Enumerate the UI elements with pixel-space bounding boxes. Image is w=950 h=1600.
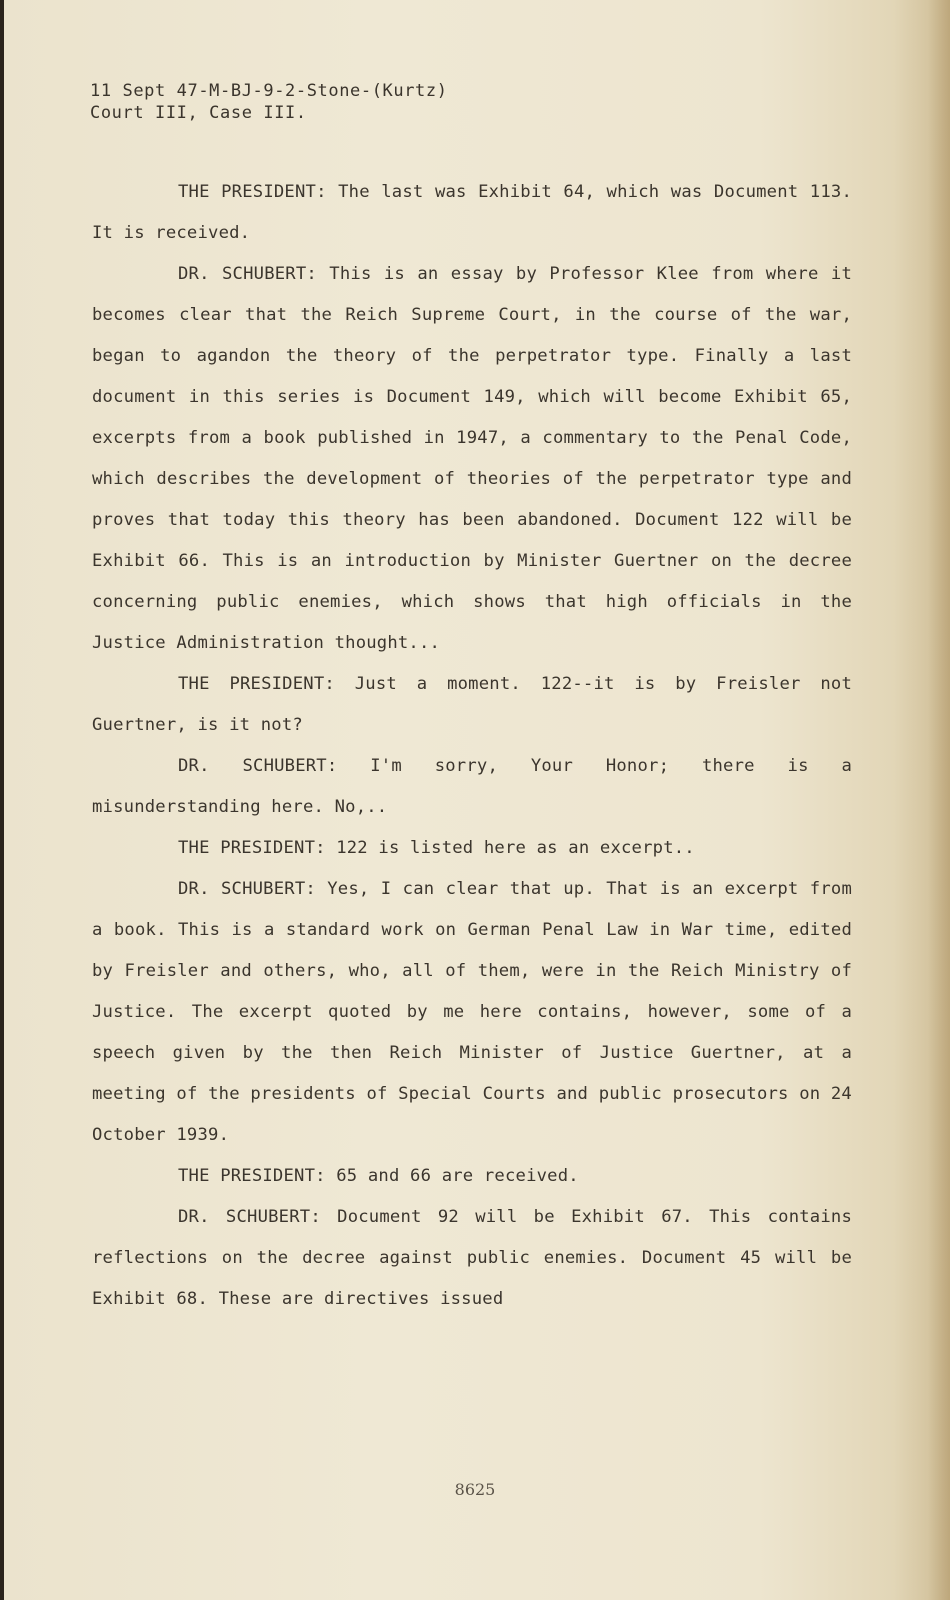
paragraph-president-excerpt: THE PRESIDENT: 122 is listed here as an excerpt.. [178, 838, 695, 858]
header-line-1: 11 Sept 47-M-BJ-9-2-Stone-(Kurtz) [90, 81, 448, 101]
page-edge-shadow [928, 0, 950, 1600]
paragraph-president-freisler: THE PRESIDENT: Just a moment. 122--it is by Freisler not Guertner, is it not? [92, 674, 852, 735]
paragraph-schubert-standard-work: DR. SCHUBERT: Yes, I can clear that up. That is an excerpt from a book. This is a standard work on German Penal Law in War time, edited by Freisler and others, who, all of them, were in the Reich Ministry of Justice. The excerpt quoted by me here contains, however, some of a speech given by the then Reich Minister of Justice Guertner, at a meeting of the presidents of Special Courts and public prosecutors on 24 October 1939. [92, 879, 852, 1145]
transcript-body [92, 172, 852, 1320]
paragraph-schubert-klee-essay: DR. SCHUBERT: This is an essay by Professor Klee from where it becomes clear that the Reich Supreme Court, in the course of the war, began to agandon the theory of the perpetrator type. Finally a last document in this series is Document 149, which will become Exhibit 65, excerpts from a book published in 1947, a commentary to the Penal Code, which describes the development of theories of the perpetrator type and proves that today this theory has been abandoned. Document 122 will be Exhibit 66. This is an introduction by Minister Guertner on the decree concerning public enemies, which shows that high officials in the Justice Administration thought... [92, 264, 852, 653]
page-number: 8625 [454, 1480, 496, 1499]
header-line-2: Court III, Case III. [90, 103, 307, 123]
paragraph-schubert-misunderstanding: DR. SCHUBERT: I'm sorry, Your Honor; there is a misunderstanding here. No,.. [92, 756, 852, 817]
paragraph-president-exhibit-64: THE PRESIDENT: The last was Exhibit 64, which was Document 113. It is received. [92, 182, 852, 243]
paragraph-schubert-document-92: DR. SCHUBERT: Document 92 will be Exhibit 67. This contains reflections on the decree against public enemies. Document 45 will be Exhibit 68. These are directives issued [92, 1207, 852, 1309]
page-left-edge [0, 0, 4, 1600]
document-header [90, 80, 870, 124]
paragraph-president-received: THE PRESIDENT: 65 and 66 are received. [178, 1166, 579, 1186]
